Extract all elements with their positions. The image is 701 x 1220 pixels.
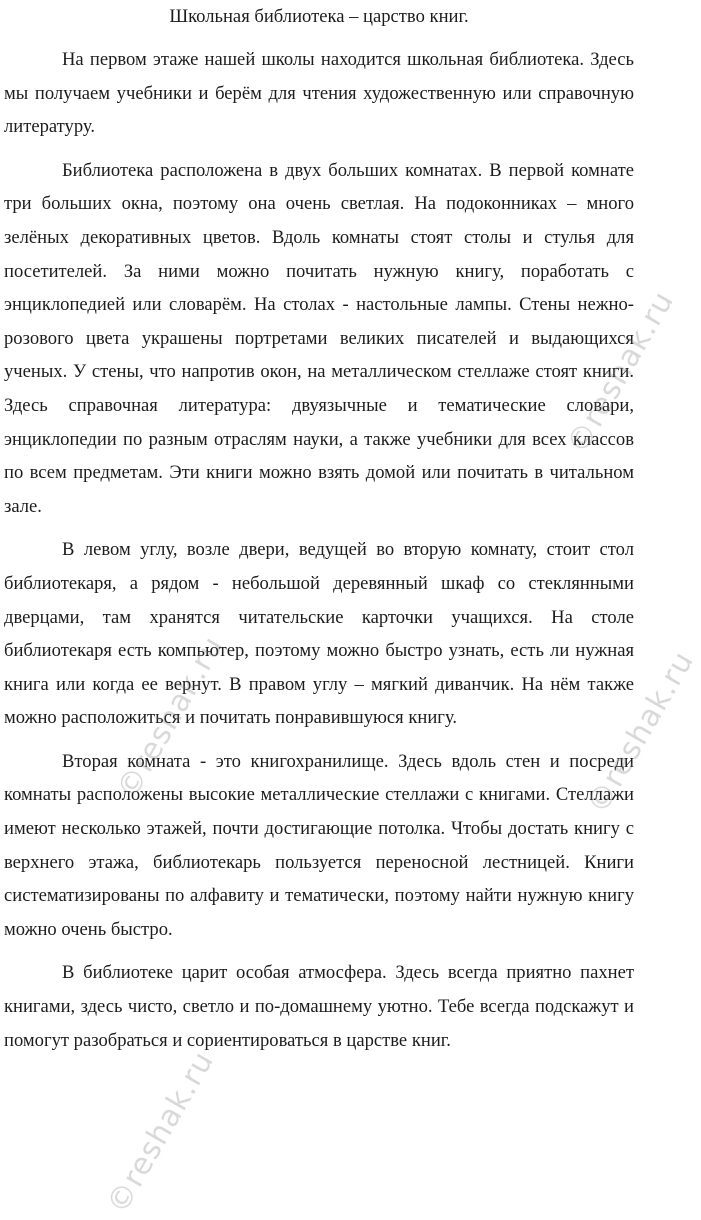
watermark: ©reshak.ru [580,645,701,820]
paragraph-2: Библиотека расположена в двух больших комнатах. В первой комнате три больших окна, поэтому она очень светлая. На подоконниках – много зелёных декоративных цветов. Вдоль комнаты стоят столы и стулья для посетителей. За ними можно почитать нужную книгу, поработать с энциклопедией или словарём. На столах - настольные лампы. Стены нежно-розового цвета украшены портретами великих писателей и выдающихся ученых. У стены, что напротив окон, на металлическом стеллаже стоят книги. Здесь справочная литература: двуязычные и тематические словари, энциклопедии по разным отраслям науки, а также учебники для всех классов по всем предметам. Эти книги можно взять домой или почитать в читальном зале. [4,159,634,517]
document-title: Школьная библиотека – царство книг. [169,6,469,27]
watermark: ©reshak.ru [110,630,232,805]
paragraph-4: Вторая комната - это книгохранилище. Здесь вдоль стен и посреди комнаты расположены высокие металлические стеллажи с книгами. Стеллажи имеют несколько этажей, почти достигающие потолка. Чтобы достать книгу с верхнего этажа, библиотекарь пользуется переносной лестницей. Книги систематизированы по алфавиту и тематически, поэтому найти нужную книгу можно очень быстро. [4,750,634,940]
paragraph-1: На первом этаже нашей школы находится школьная библиотека. Здесь мы получаем учебники и берём для чтения художественную или справочную литературу. [4,49,634,138]
paragraph-3: В левом углу, возле двери, ведущей во вторую комнату, стоит стол библиотекаря, а рядом - небольшой деревянный шкаф со стеклянными дверцами, там хранятся читательские карточки учащихся. На столе библиотекаря есть компьютер, поэтому можно быстро узнать, есть ли нужная книга или когда ее вернут. В правом углу – мягкий диванчик. На нём также можно расположиться и почитать понравившуюся книгу. [4,539,634,729]
watermark: ©reshak.ru [560,285,682,460]
paragraph-5: В библиотеке царит особая атмосфера. Здесь всегда приятно пахнет книгами, здесь чисто, светло и по-домашнему уютно. Тебе всегда подскажут и помогут разобраться и сориентироваться в царстве книг. [4,962,634,1051]
watermark: ©reshak.ru [100,1045,222,1220]
